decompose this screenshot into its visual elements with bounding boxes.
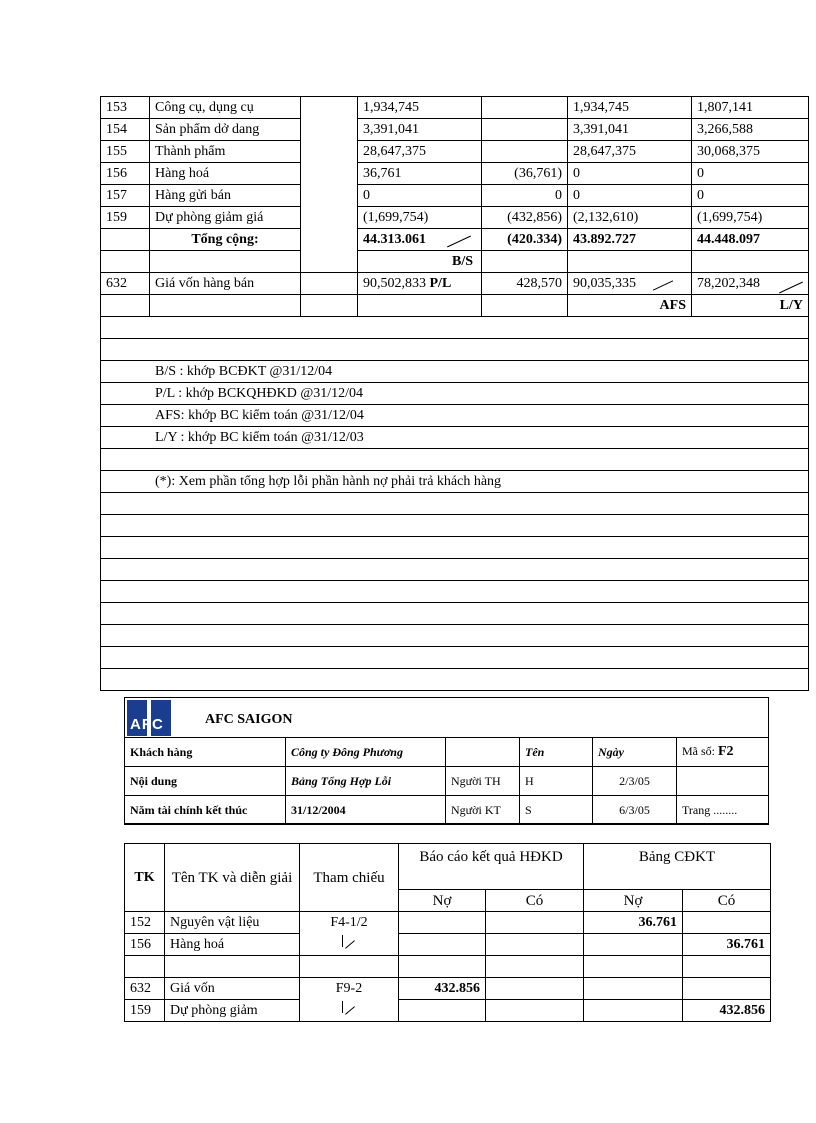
total-row xyxy=(101,229,809,251)
adjustment: 428,570 xyxy=(482,273,568,295)
check-mark-icon xyxy=(342,935,356,947)
pl-debit-amount: 432.856 xyxy=(399,978,486,1000)
col-pl-debit: Nợ xyxy=(399,890,486,912)
table-row xyxy=(101,163,809,185)
bs-debit-amount: 36.761 xyxy=(584,912,683,934)
client-label: Khách hàng xyxy=(125,738,286,767)
reference-column xyxy=(301,97,358,273)
bs-credit-amount: 432.856 xyxy=(683,1000,771,1022)
table-row xyxy=(101,119,809,141)
balance-unaudited: 36,761 xyxy=(358,163,482,185)
table-row xyxy=(125,1000,771,1022)
account-name: Dự phòng giảm giá xyxy=(150,207,301,229)
balance-audited: 28,647,375 xyxy=(568,141,692,163)
account-reconciliation-table xyxy=(100,96,809,691)
account-name: Nguyên vật liệu xyxy=(165,912,300,934)
balance-unaudited: 90,502,833 P/L xyxy=(358,273,482,295)
account-name: Hàng gửi bán xyxy=(150,185,301,207)
adjustment: (432,856) xyxy=(482,207,568,229)
table-header-row xyxy=(125,844,771,890)
cogs-row xyxy=(101,273,809,295)
balance-prior-year: 30,068,375 xyxy=(692,141,809,163)
balance-unaudited: 1,934,745 xyxy=(358,97,482,119)
reference: F4-1/2 xyxy=(300,912,399,956)
total-adjustment: (420.334) xyxy=(482,229,568,251)
table-row xyxy=(101,207,809,229)
col-account-name: Tên TK và diễn giải xyxy=(165,844,300,912)
adjustment: 0 xyxy=(482,185,568,207)
col-bs-debit: Nợ xyxy=(584,890,683,912)
balance-audited: 3,391,041 xyxy=(568,119,692,141)
bs-credit-amount: 36.761 xyxy=(683,934,771,956)
preparer-label: Người TH xyxy=(446,767,520,796)
total-prior-year: 44.448.097 xyxy=(692,229,809,251)
col-income-statement: Báo cáo kết quả HĐKD xyxy=(399,844,584,890)
reviewer-label: Người KT xyxy=(446,796,520,825)
account-name: Giá vốn hàng bán xyxy=(150,273,301,295)
account-code: 155 xyxy=(101,141,150,163)
account-name: Sản phẩm dở dang xyxy=(150,119,301,141)
balance-audited: 1,934,745 xyxy=(568,97,692,119)
name-label: Tên xyxy=(520,738,593,767)
balance-unaudited: 28,647,375 xyxy=(358,141,482,163)
total-audited: 43.892.727 xyxy=(568,229,692,251)
account-name: Hàng hoá xyxy=(165,934,300,956)
check-mark-icon xyxy=(342,1001,356,1013)
tk: 152 xyxy=(125,912,165,934)
code-field: Mã số: F2 xyxy=(677,738,769,767)
balance-prior-year: 1,807,141 xyxy=(692,97,809,119)
adjustment-entries-table xyxy=(124,843,771,1022)
workpaper-header xyxy=(124,697,769,824)
reviewer-name: S xyxy=(520,796,593,825)
fy-label: Năm tài chính kết thúc xyxy=(125,796,286,825)
tk: 156 xyxy=(125,934,165,956)
balance-prior-year: 78,202,348 xyxy=(692,273,809,295)
tk: 159 xyxy=(125,1000,165,1022)
note-row xyxy=(101,405,809,427)
balance-prior-year: (1,699,754) xyxy=(692,207,809,229)
table-row xyxy=(125,978,771,1000)
table-row xyxy=(101,97,809,119)
note-ly: L/Y : khớp BC kiểm toán @31/12/03 xyxy=(101,427,809,449)
account-name: Thành phẩm xyxy=(150,141,301,163)
col-pl-credit: Có xyxy=(486,890,584,912)
adjustment: (36,761) xyxy=(482,163,568,185)
balance-audited: 0 xyxy=(568,185,692,207)
account-name: Hàng hoá xyxy=(150,163,301,185)
account-name: Dự phòng giảm xyxy=(165,1000,300,1022)
afs-tick-mark: AFS xyxy=(568,295,692,317)
adjustment xyxy=(482,97,568,119)
ly-tick-mark: L/Y xyxy=(692,295,809,317)
table-row xyxy=(101,295,809,317)
account-code: 154 xyxy=(101,119,150,141)
account-code: 157 xyxy=(101,185,150,207)
balance-unaudited: 0 xyxy=(358,185,482,207)
table-row xyxy=(125,934,771,956)
account-name: Công cụ, dụng cụ xyxy=(150,97,301,119)
note-afs: AFS: khớp BC kiểm toán @31/12/04 xyxy=(101,405,809,427)
account-code: 159 xyxy=(101,207,150,229)
adjustment xyxy=(482,141,568,163)
company-name: AFC SAIGON xyxy=(205,712,293,727)
bs-tick-mark: B/S xyxy=(358,251,482,273)
table-row xyxy=(101,251,809,273)
balance-unaudited: 3,391,041 xyxy=(358,119,482,141)
reviewer-date: 6/3/05 xyxy=(593,796,677,825)
account-code: 156 xyxy=(101,163,150,185)
spacer-row xyxy=(125,956,771,978)
balance-audited: 90,035,335 xyxy=(568,273,692,295)
reference: F9-2 xyxy=(300,978,399,1022)
total-unaudited: 44.313.061 xyxy=(358,229,482,251)
client-value: Công ty Đông Phương xyxy=(286,738,446,767)
col-tk: TK xyxy=(125,844,165,912)
pl-tick-mark: P/L xyxy=(429,276,452,291)
balance-unaudited: (1,699,754) xyxy=(358,207,482,229)
account-name: Giá vốn xyxy=(165,978,300,1000)
footnote: (*): Xem phần tổng hợp lỗi phần hành nợ phải trả khách hàng xyxy=(101,471,809,493)
account-code: 153 xyxy=(101,97,150,119)
note-bs: B/S : khớp BCĐKT @31/12/04 xyxy=(101,361,809,383)
balance-audited: 0 xyxy=(568,163,692,185)
col-reference: Tham chiếu xyxy=(300,844,399,912)
account-code: 632 xyxy=(101,273,150,295)
content-value: Bảng Tổng Hợp Lỗi xyxy=(286,767,446,796)
note-row xyxy=(101,471,809,493)
tk: 632 xyxy=(125,978,165,1000)
balance-prior-year: 0 xyxy=(692,163,809,185)
note-row xyxy=(101,383,809,405)
total-label: Tổng cộng: xyxy=(150,229,301,251)
preparer-date: 2/3/05 xyxy=(593,767,677,796)
adjustment xyxy=(482,119,568,141)
note-row xyxy=(101,361,809,383)
balance-prior-year: 0 xyxy=(692,185,809,207)
fy-value: 31/12/2004 xyxy=(286,796,446,825)
col-bs-credit: Có xyxy=(683,890,771,912)
preparer-name: H xyxy=(520,767,593,796)
table-row xyxy=(101,141,809,163)
table-row xyxy=(125,912,771,934)
note-row xyxy=(101,427,809,449)
page-label: Trang ........ xyxy=(677,796,769,825)
date-label: Ngày xyxy=(593,738,677,767)
balance-prior-year: 3,266,588 xyxy=(692,119,809,141)
col-balance-sheet: Bảng CĐKT xyxy=(584,844,771,890)
note-pl: P/L : khớp BCKQHĐKD @31/12/04 xyxy=(101,383,809,405)
content-label: Nội dung xyxy=(125,767,286,796)
afc-logo: AFC xyxy=(127,700,171,736)
table-row xyxy=(101,185,809,207)
balance-audited: (2,132,610) xyxy=(568,207,692,229)
header-grid xyxy=(124,737,769,825)
